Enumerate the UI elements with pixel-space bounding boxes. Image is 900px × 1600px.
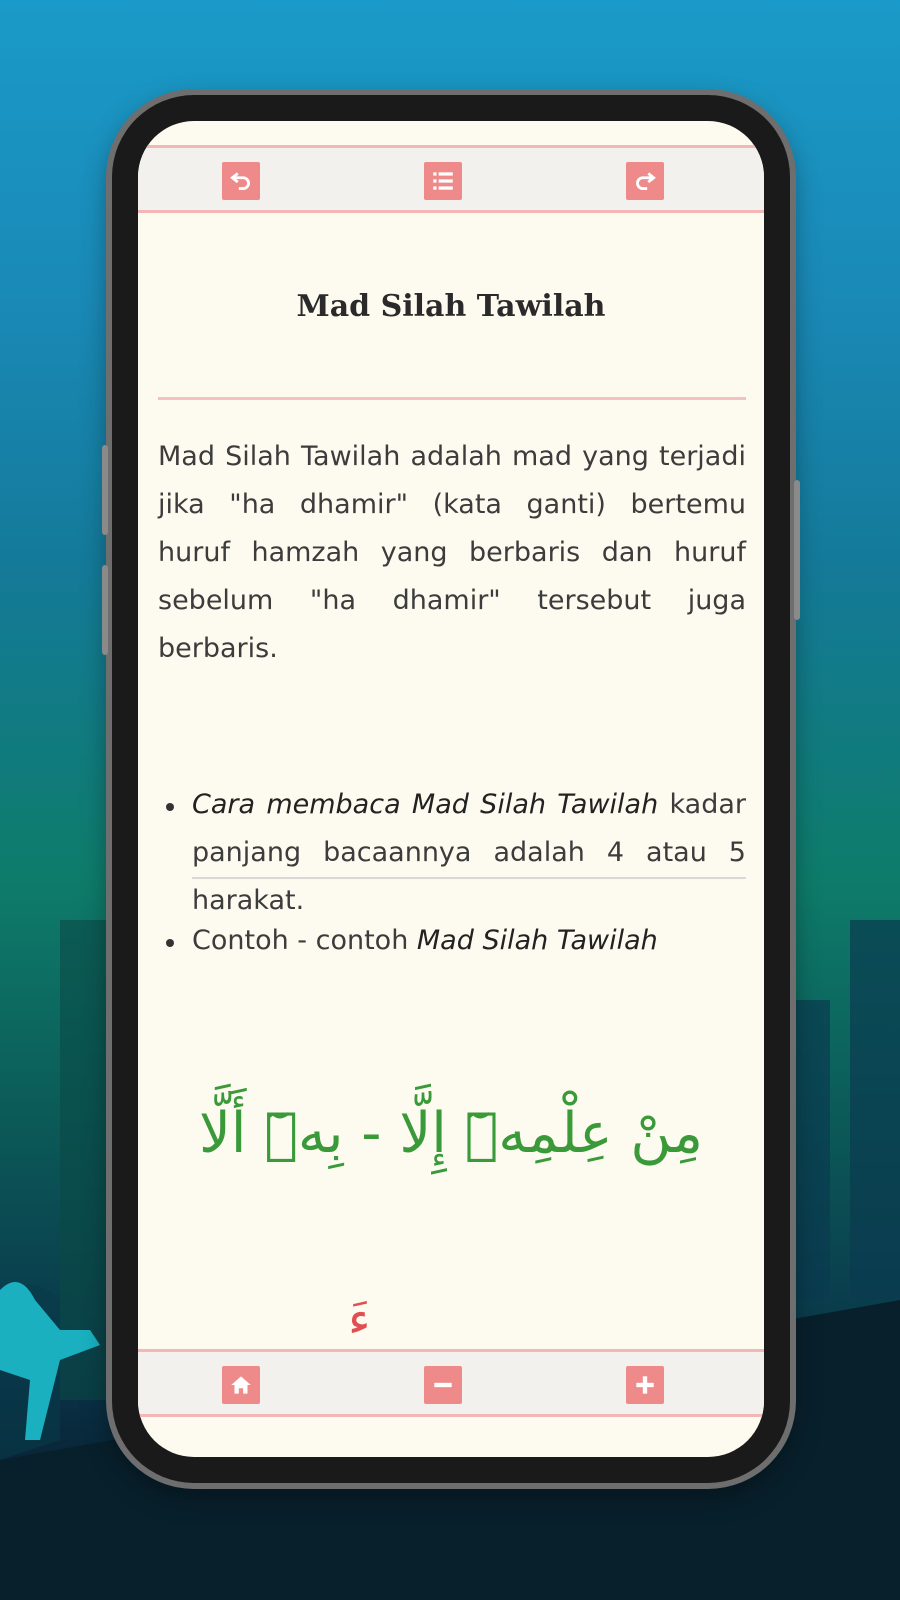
- back-button[interactable]: [222, 162, 260, 200]
- arabic-example-partial: ءَ: [348, 1291, 371, 1347]
- arabic-example-1: مِنْ عِلْمِهٖٓ إِلَّا: [399, 1101, 703, 1166]
- zoom-out-button[interactable]: [424, 1366, 462, 1404]
- arabic-separator: -: [343, 1101, 400, 1166]
- title-divider: [158, 397, 746, 400]
- undo-icon: [228, 168, 254, 194]
- bullet-text: kadar panjang bacaannya adalah 4 atau 5 harakat.: [192, 789, 746, 916]
- app-screen: [138, 121, 764, 1457]
- bullet-text: Contoh - contoh: [192, 925, 417, 956]
- redo-icon: [632, 168, 658, 194]
- minus-icon: [430, 1372, 456, 1398]
- arabic-example-2: بِهٖٓ أَلَّا: [198, 1101, 344, 1166]
- plus-icon: [632, 1372, 658, 1398]
- home-icon: [228, 1372, 254, 1398]
- zoom-in-button[interactable]: [626, 1366, 664, 1404]
- arabic-example: [138, 1101, 764, 1166]
- bullet-reading-rule: [192, 781, 746, 925]
- phone-power-button: [794, 480, 800, 620]
- section-divider: [192, 877, 746, 879]
- home-button[interactable]: [222, 1366, 260, 1404]
- list-icon: [430, 168, 456, 194]
- top-toolbar: [138, 145, 764, 213]
- phone-side-button: [102, 445, 108, 535]
- page-title: Mad Silah Tawilah: [296, 289, 606, 324]
- definition-paragraph: Mad Silah Tawilah adalah mad yang terjadi jika "ha dhamir" (kata ganti) bertemu huruf hamzah yang berbaris dan huruf sebelum "ha dhamir" tersebut juga berbaris.: [158, 441, 746, 664]
- bottom-toolbar: [138, 1349, 764, 1417]
- bullet-examples: [192, 917, 746, 965]
- phone-frame: [112, 95, 790, 1483]
- list-button[interactable]: [424, 162, 462, 200]
- bullet-italic-term: Mad Silah Tawilah: [416, 925, 658, 956]
- phone-side-button: [102, 565, 108, 655]
- forward-button[interactable]: [626, 162, 664, 200]
- bullet-italic-term: Cara membaca Mad Silah Tawilah: [192, 789, 659, 820]
